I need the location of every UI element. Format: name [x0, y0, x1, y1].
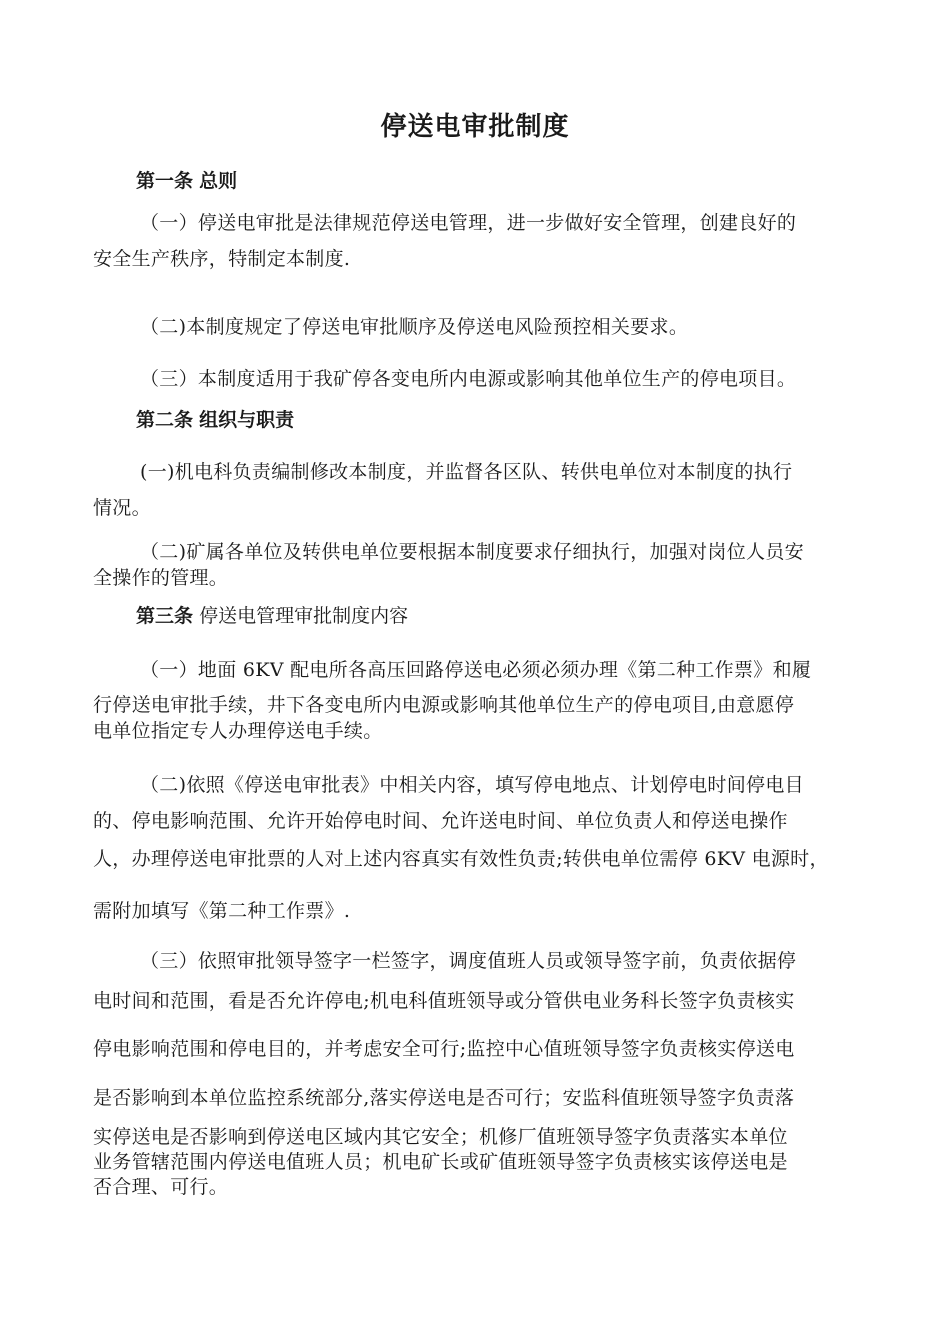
article-2-name: 组织与职责 [199, 409, 295, 431]
article-2-para-2-line-2: 全操作的管理。 [93, 567, 229, 589]
article-3-number: 第三条 [136, 605, 194, 627]
article-3-para-2-line-3: 人，办理停送电审批票的人对上述内容真实有效性负责;转供电单位需停 6KV 电源时， [93, 848, 829, 870]
article-3-para-2-line-4: 需附加填写《第二种工作票》. [93, 900, 351, 922]
article-1-para-1-line-2: 安全生产秩序，特制定本制度. [93, 248, 351, 270]
article-1-number: 第一条 [136, 170, 194, 192]
article-1-para-1-line-1: （一）停送电审批是法律规范停送电管理，进一步做好安全管理，创建良好的 [140, 212, 797, 234]
article-2-para-1-line-2: 情况。 [93, 497, 151, 519]
article-3-para-3-line-4: 是否影响到本单位监控系统部分,落实停送电是否可行；安监科值班领导签字负责落 [93, 1087, 795, 1109]
article-3-heading [136, 601, 408, 628]
article-3-para-1-line-3: 电单位指定专人办理停送电手续。 [93, 720, 383, 742]
article-3-para-3-line-3: 停电影响范围和停电目的，并考虑安全可行;监控中心值班领导签字负责核实停送电 [93, 1038, 795, 1060]
article-3-para-1-line-1: （一）地面 6KV 配电所各高压回路停送电必须必须办理《第二种工作票》和履 [140, 659, 812, 681]
article-3-para-3-line-7: 否合理、可行。 [93, 1176, 229, 1198]
article-2-para-2-line-1: （二)矿属各单位及转供电单位要根据本制度要求仔细执行，加强对岗位人员安 [140, 541, 804, 563]
document-title: 停送电审批制度 [380, 112, 570, 142]
article-1-name: 总则 [199, 170, 238, 192]
article-3-para-3-line-1: （三）依照审批领导签字一栏签字，调度值班人员或领导签字前，负责依据停 [140, 950, 797, 972]
article-3-para-2-line-1: （二)依照《停送电审批表》中相关内容，填写停电地点、计划停电时间停电目 [140, 774, 804, 796]
article-3-para-3-line-6: 业务管辖范围内停送电值班人员；机电矿长或矿值班领导签字负责核实该停送电是 [93, 1151, 788, 1173]
article-3-name: 停送电管理审批制度内容 [199, 605, 409, 627]
article-3-para-1-line-2: 行停送电审批手续，井下各变电所内电源或影响其他单位生产的停电项目,由意愿停 [93, 694, 795, 716]
article-2-heading [136, 405, 294, 432]
article-2-para-1-line-1: (一)机电科负责编制修改本制度，并监督各区队、转供电单位对本制度的执行 [140, 461, 793, 483]
article-2-number: 第二条 [136, 409, 194, 431]
article-3-para-2-line-2: 的、停电影响范围、允许开始停电时间、允许送电时间、单位负责人和停送电操作 [93, 810, 788, 832]
article-1-para-2-line-1: （二)本制度规定了停送电审批顺序及停送电风险预控相关要求。 [140, 316, 689, 338]
article-3-para-3-line-5: 实停送电是否影响到停送电区域内其它安全；机修厂值班领导签字负责落实本单位 [93, 1126, 788, 1148]
article-1-heading [136, 166, 237, 193]
article-3-para-3-line-2: 电时间和范围，看是否允许停电;机电科值班领导或分管供电业务科长签字负责核实 [93, 990, 795, 1012]
article-1-para-3-line-1: （三）本制度适用于我矿停各变电所内电源或影响其他单位生产的停电项目。 [140, 368, 797, 390]
